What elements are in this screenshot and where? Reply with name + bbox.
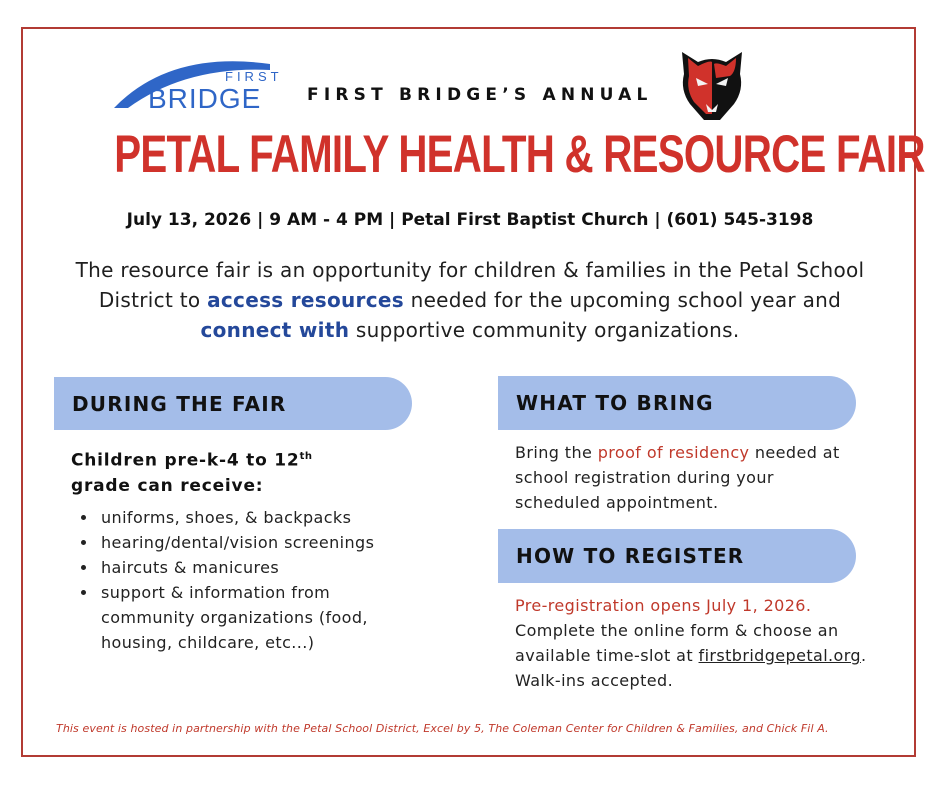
- logo-main-text: BRIDGE: [148, 83, 262, 114]
- subtitle-line2: grade can receive:: [71, 475, 264, 496]
- during-heading: [54, 377, 412, 430]
- list-item: hearing/dental/vision screenings: [78, 530, 398, 555]
- during-list: [78, 505, 398, 655]
- panther-mascot-icon: [676, 48, 748, 122]
- register-heading: [498, 529, 856, 583]
- list-item: support & information from community organizations (food, housing, childcare, etc...): [78, 580, 398, 655]
- register-text2: .: [860, 646, 867, 665]
- register-text1: Complete the online form & choose an available time-slot at: [515, 621, 839, 665]
- list-item: haircuts & manicures: [78, 555, 398, 580]
- bring-text: [515, 440, 855, 515]
- during-heading-label: DURING THE FAIR: [72, 391, 287, 416]
- register-heading-label: HOW TO REGISTER: [516, 544, 745, 568]
- intro-highlight: access resources: [207, 288, 404, 312]
- list-item: uniforms, shoes, & backpacks: [78, 505, 398, 530]
- intro-text: supportive community organizations.: [349, 318, 740, 342]
- register-link[interactable]: firstbridgepetal.org: [698, 646, 861, 665]
- logo-top-text: FIRST: [225, 69, 283, 84]
- bring-heading-label: WHAT TO BRING: [516, 391, 714, 415]
- event-details: July 13, 2026 | 9 AM - 4 PM | Petal First Baptist Church | (601) 545-3198: [126, 210, 814, 230]
- intro-text: needed for the upcoming school year and: [403, 288, 842, 312]
- footer-note: This event is hosted in partnership with the Petal School District, Excel by 5, The Coleman Center for Children & Families, and Chick Fil A.: [56, 722, 829, 735]
- first-bridge-logo: [112, 56, 283, 114]
- page-title: PETAL FAMILY HEALTH & RESOURCE FAIR: [114, 125, 925, 184]
- intro-paragraph: [60, 255, 880, 345]
- register-opens: Pre-registration opens July 1, 2026.: [515, 596, 812, 615]
- register-text: [515, 593, 885, 693]
- register-walkins: Walk-ins accepted.: [515, 671, 674, 690]
- annual-label: FIRST BRIDGE’S ANNUAL: [307, 85, 653, 105]
- intro-highlight: connect with: [200, 318, 350, 342]
- subtitle-line1: Children pre-k-4 to 12: [71, 450, 300, 471]
- during-subtitle: [71, 444, 312, 499]
- intro-text: The resource fair is an opportunity for children & families in the Petal School District to: [75, 258, 865, 312]
- bring-prefix: Bring the: [515, 443, 598, 462]
- bring-suffix: needed at school registration during your scheduled appointment.: [515, 443, 840, 512]
- bring-highlight: proof of residency: [597, 443, 750, 462]
- subtitle-sup: th: [299, 451, 313, 462]
- bring-heading: [498, 376, 856, 430]
